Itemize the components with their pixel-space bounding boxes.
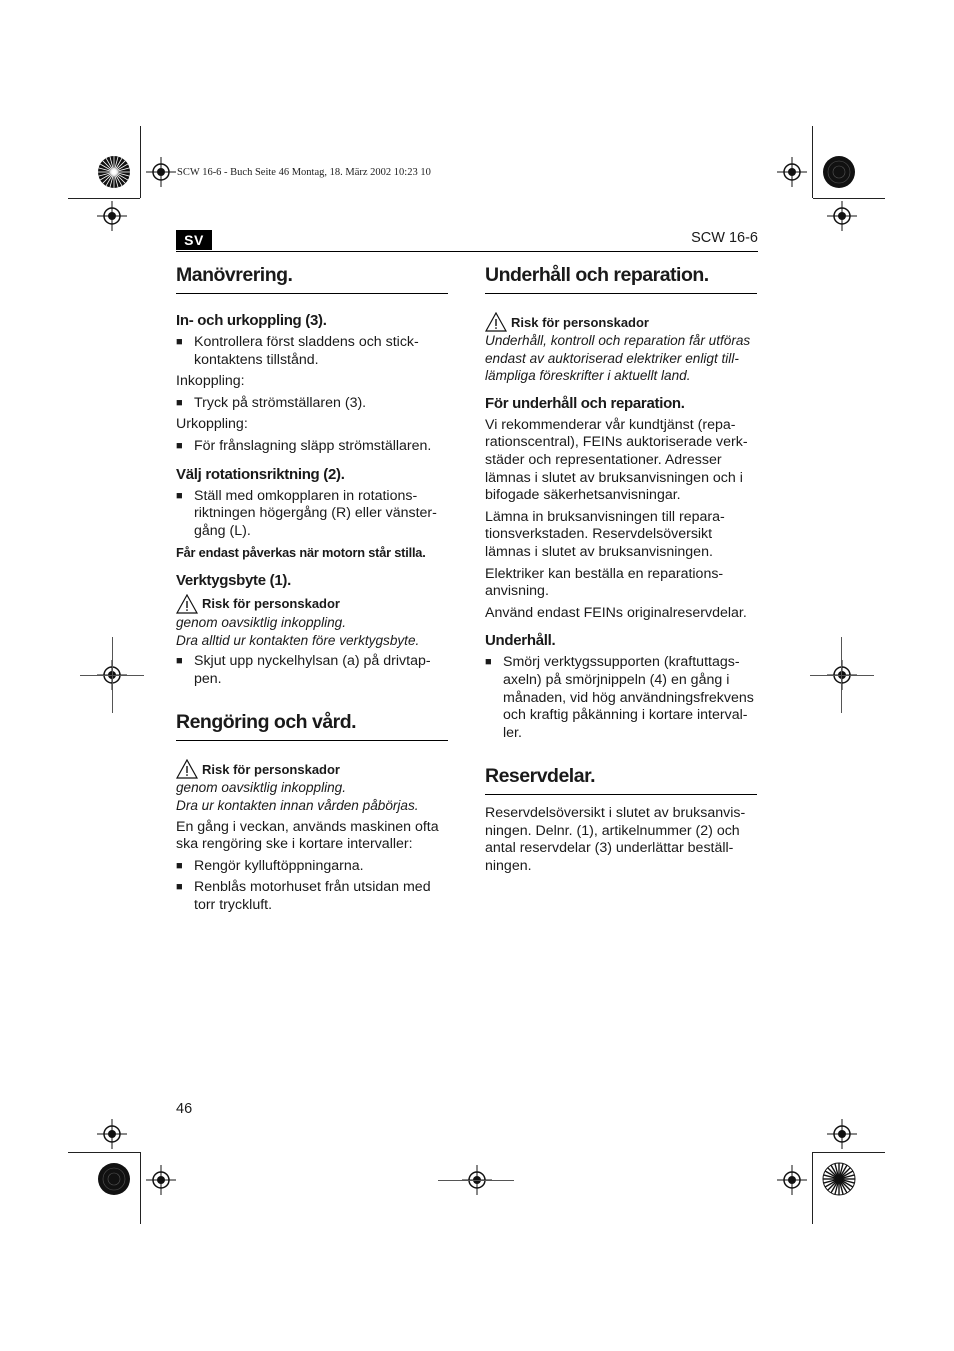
- warning-text: Underhåll, kontroll och reparation får utföras endast av auktoriserad elektriker enligt till-lämpliga föreskrifter i aktuellt land.: [485, 333, 751, 384]
- warning-triangle-icon: [176, 594, 198, 614]
- list-item: ■ För frånslagning släpp strömställaren.: [176, 437, 432, 454]
- paragraph: En gång i veckan, används maskinen ofta ska rengöring ske i kortare intervaller:: [176, 818, 439, 853]
- warning: Risk för personskador: [176, 594, 448, 614]
- registration-crosshair-icon: [827, 201, 857, 231]
- registration-crosshair-icon: [777, 157, 807, 187]
- crop-line: [813, 198, 885, 199]
- warning-text: genom oavsiktlig inkoppling.: [176, 614, 347, 630]
- warning-triangle-icon: [176, 759, 198, 779]
- warning-text: Dra alltid ur kontakten före verktygsbyte.: [176, 632, 420, 648]
- guide-line: [438, 1180, 514, 1181]
- subsection-heading: Välj rotationsriktning (2).: [176, 465, 345, 483]
- registration-crosshair-icon: [146, 1165, 176, 1195]
- warning-text: genom oavsiktlig inkoppling.: [176, 780, 347, 796]
- right-column: [485, 263, 757, 876]
- paragraph: Urkoppling:: [176, 416, 248, 433]
- list-item: ■ Smörj verktygssupporten (kraftuttags-axeln) på smörjnippeln (4) en gång i månaden, vid hög användningsfrekvens och kraftig påkänning i kortare interval-ler.: [485, 654, 754, 741]
- warning-triangle-icon: [485, 312, 507, 332]
- warning: Risk för personskador: [176, 759, 448, 779]
- section-title: Underhåll och reparation.: [485, 263, 757, 294]
- crop-line: [140, 126, 141, 198]
- subsection-heading: För underhåll och reparation.: [485, 394, 685, 412]
- list-item: ■ Rengör kylluftöppningarna.: [176, 857, 364, 874]
- left-column: [176, 263, 448, 914]
- section-title: Manövrering.: [176, 263, 448, 294]
- note: Får endast påverkas när motorn står stilla.: [176, 545, 426, 561]
- language-badge: SV: [176, 230, 212, 250]
- paragraph: Elektriker kan beställa en reparations-anvisning.: [485, 565, 724, 600]
- registration-wheel-icon: [97, 1162, 131, 1196]
- warning-text: Dra ur kontakten innan vården påbörjas.: [176, 797, 419, 813]
- model-label: SCW 16-6: [691, 230, 758, 246]
- registration-wheel-icon: [822, 155, 856, 189]
- paragraph: Lämna in bruksanvisningen till repara-tionsverkstaden. Reservdelsöversikt lämnas i slutet av bruksanvisningen.: [485, 508, 725, 560]
- list-item: ■ Kontrollera först sladdens och stick-kontaktens tillstånd.: [176, 334, 419, 368]
- registration-wheel-icon: [97, 155, 131, 189]
- list-item: ■ Ställ med omkopplaren in rotations-riktningen högergång (R) eller vänster-gång (L).: [176, 487, 437, 539]
- subsection-heading: In- och urkoppling (3).: [176, 312, 327, 329]
- section-title: Rengöring och vård.: [176, 710, 448, 741]
- registration-crosshair-icon: [777, 1165, 807, 1195]
- list-item: ■ Skjut upp nyckelhylsan (a) på drivtap-pen.: [176, 653, 431, 687]
- crop-line: [68, 198, 140, 199]
- paragraph: Använd endast FEINs originalreservdelar.: [485, 604, 747, 621]
- paragraph: Inkoppling:: [176, 373, 245, 390]
- registration-wheel-icon: [822, 1162, 856, 1196]
- page-number: 46: [176, 1101, 193, 1117]
- registration-crosshair-icon: [97, 1119, 127, 1149]
- crop-line: [140, 1152, 141, 1224]
- paragraph: Reservdelsöversikt i slutet av bruksanvis-ningen. Delnr. (1), artikelnummer (2) och antal reservdelar (3) underlättar beställ-ningen.: [485, 805, 746, 875]
- registration-crosshair-icon: [146, 157, 176, 187]
- paragraph: Vi rekommenderar vår kundtjänst (repa-rationscentral), FEINs auktoriserade verk-städer och representationer. Adresser lämnas i slutet av bruksanvisningen och i bifogade säkerhetsanvisningar.: [485, 416, 748, 504]
- guide-line: [80, 675, 144, 676]
- section-title: Reservdelar.: [485, 764, 757, 795]
- print-header: SCW 16-6 - Buch Seite 46 Montag, 18. März 2002 10:23 10: [177, 167, 431, 178]
- subsection-heading: Verktygsbyte (1).: [176, 571, 291, 589]
- registration-crosshair-icon: [827, 1119, 857, 1149]
- crop-line: [813, 1152, 885, 1153]
- warning: Risk för personskador: [485, 312, 757, 332]
- list-item: ■ Tryck på strömställaren (3).: [176, 394, 367, 411]
- list-item: ■ Renblås motorhuset från utsidan med torr tryckluft.: [176, 879, 431, 913]
- guide-line: [810, 675, 874, 676]
- crop-line: [812, 1152, 813, 1224]
- crop-line: [812, 126, 813, 198]
- crop-line: [68, 1152, 140, 1153]
- registration-crosshair-icon: [97, 201, 127, 231]
- header-rule: [176, 251, 758, 252]
- subsection-heading: Underhåll.: [485, 632, 556, 650]
